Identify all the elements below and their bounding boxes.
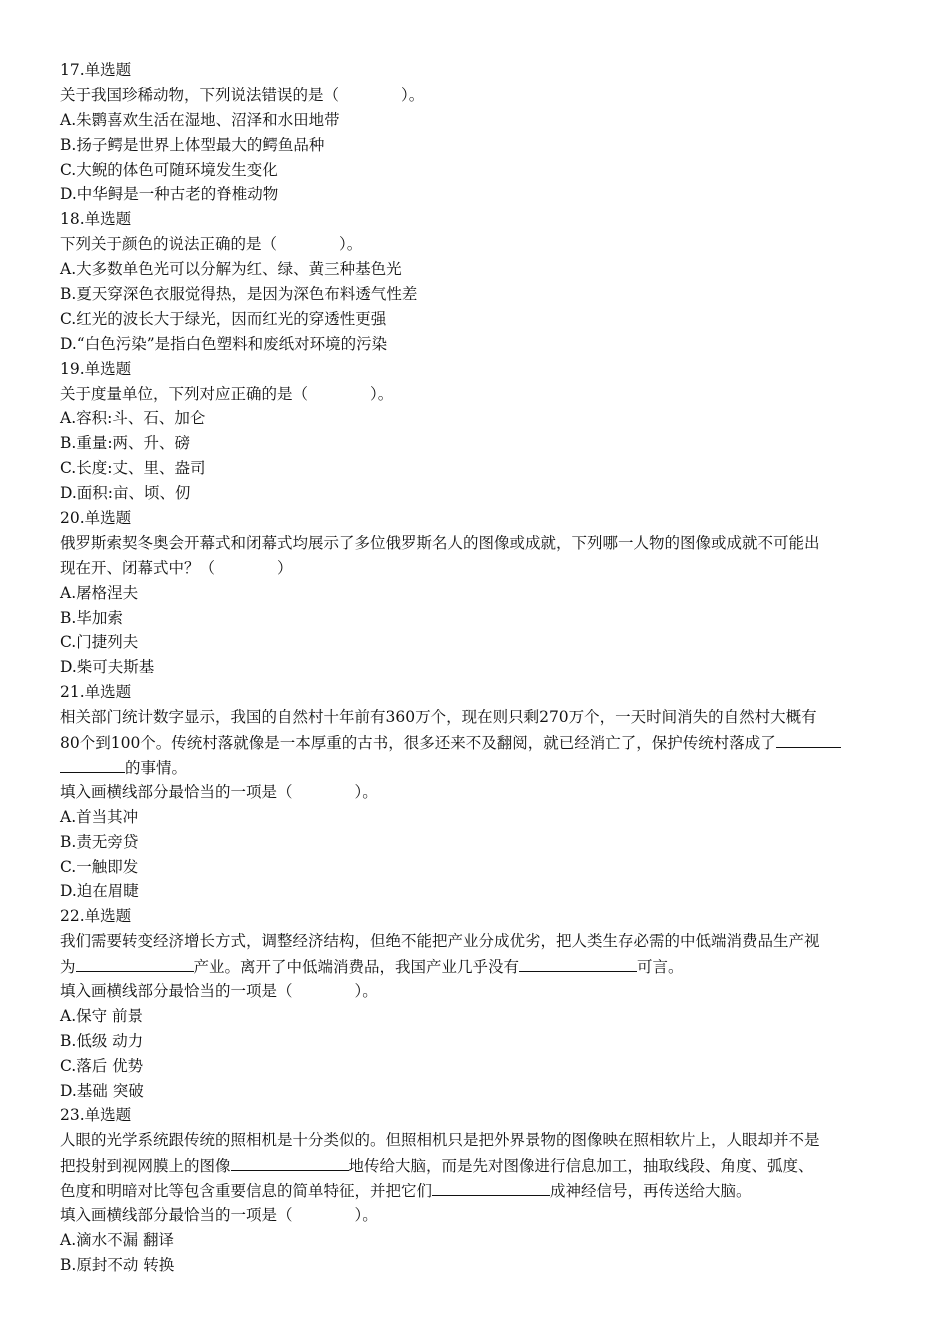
question-17-option-a: A.朱鹮喜欢生活在湿地、沼泽和水田地带: [60, 110, 340, 129]
answer-blank: [231, 1153, 349, 1171]
question-23-stem-line1: 人眼的光学系统跟传统的照相机是十分类似的。但照相机只是把外界景物的图像映在照相软片上，人眼却并不是: [60, 1131, 820, 1150]
question-17-stem: 关于我国珍稀动物，下列说法错误的是（ ）。: [60, 85, 425, 104]
document-page: [60, 58, 884, 1278]
question-21-header: 21.单选题: [60, 683, 132, 702]
question-23-header: 23.单选题: [60, 1106, 132, 1125]
question-20-stem-line1: 俄罗斯索契冬奥会开幕式和闭幕式均展示了多位俄罗斯名人的图像或成就，下列哪一人物的图像或成就不可能出: [60, 533, 820, 552]
question-17-header: 17.单选题: [60, 61, 132, 79]
question-20-option-c: C.门捷列夫: [60, 633, 139, 652]
question-18-option-a: A.大多数单色光可以分解为红、绿、黄三种基色光: [60, 260, 402, 279]
answer-blank: [432, 1178, 550, 1196]
question-20-option-a: A.屠格涅夫: [60, 583, 139, 602]
question-18-stem: 下列关于颜色的说法正确的是（ ）。: [60, 235, 363, 254]
answer-blank: [519, 954, 637, 972]
question-17-option-b: B.扬子鳄是世界上体型最大的鳄鱼品种: [60, 135, 325, 154]
question-19-stem: 关于度量单位，下列对应正确的是（ ）。: [60, 384, 394, 403]
question-18-option-c: C.红光的波长大于绿光，因而红光的穿透性更强: [60, 309, 387, 328]
answer-blank: [60, 755, 125, 773]
question-18-option-d: D.“白色污染”是指白色塑料和废纸对环境的污染: [60, 334, 388, 353]
question-21-option-b: B.责无旁贷: [60, 832, 139, 851]
question-23-option-a: A.滴水不漏 翻译: [60, 1230, 175, 1249]
question-19-option-d: D.面积:亩、顷、仞: [60, 484, 191, 503]
question-17-option-d: D.中华鲟是一种古老的脊椎动物: [60, 185, 279, 204]
question-19-option-b: B.重量:两、升、磅: [60, 434, 191, 453]
question-21-stem-line3: 的事情。: [60, 755, 884, 780]
question-22-option-b: B.低级 动力: [60, 1031, 144, 1050]
question-21-stem-line2: 80个到100个。传统村落就像是一本厚重的古书，很多还来不及翻阅，就已经消亡了，保护传统村落成了: [60, 730, 884, 755]
question-19-header: 19.单选题: [60, 359, 132, 378]
question-22-option-c: C.落后 优势: [60, 1056, 144, 1075]
question-18-header: 18.单选题: [60, 210, 132, 229]
question-20-header: 20.单选题: [60, 509, 132, 528]
question-17-option-c: C.大鲵的体色可随环境发生变化: [60, 160, 278, 179]
question-20-stem-line2: 现在开、闭幕式中？（ ）: [60, 558, 293, 577]
question-22-stem-line1: 我们需要转变经济增长方式，调整经济结构，但绝不能把产业分成优劣，把人类生存必需的中低端消费品生产视: [60, 932, 820, 951]
question-22-prompt: 填入画横线部分最恰当的一项是（ ）。: [60, 981, 378, 1000]
question-20-option-d: D.柴可夫斯基: [60, 658, 155, 677]
question-21-option-c: C.一触即发: [60, 857, 139, 876]
question-23-prompt: 填入画横线部分最恰当的一项是（ ）。: [60, 1205, 378, 1224]
question-21-prompt: 填入画横线部分最恰当的一项是（ ）。: [60, 782, 378, 801]
question-21-option-a: A.首当其冲: [60, 807, 139, 826]
answer-blank: [776, 730, 841, 748]
question-23-option-b: B.原封不动 转换: [60, 1255, 175, 1274]
question-22-header: 22.单选题: [60, 907, 132, 926]
question-21-stem-line1: 相关部门统计数字显示，我国的自然村十年前有360万个，现在则只剩270万个，一天时间消失的自然村大概有: [60, 708, 817, 727]
question-19-option-c: C.长度:丈、里、盎司: [60, 459, 206, 478]
question-22-option-a: A.保守 前景: [60, 1006, 144, 1025]
question-23-stem-line2: 把投射到视网膜上的图像 地传给大脑，而是先对图像进行信息加工，抽取线段、角度、弧度、: [60, 1153, 884, 1178]
question-22-stem-line2: 为 产业。离开了中低端消费品，我国产业几乎没有 可言。: [60, 954, 884, 979]
question-21-option-d: D.迫在眉睫: [60, 882, 139, 901]
question-19-option-a: A.容积:斗、石、加仑: [60, 409, 206, 428]
question-22-option-d: D.基础 突破: [60, 1081, 144, 1100]
question-20-option-b: B.毕加索: [60, 608, 123, 627]
answer-blank: [76, 954, 194, 972]
question-18-option-b: B.夏天穿深色衣服觉得热，是因为深色布料透气性差: [60, 285, 418, 304]
question-23-stem-line3: 色度和明暗对比等包含重要信息的简单特征，并把它们 成神经信号，再传送给大脑。: [60, 1178, 884, 1203]
